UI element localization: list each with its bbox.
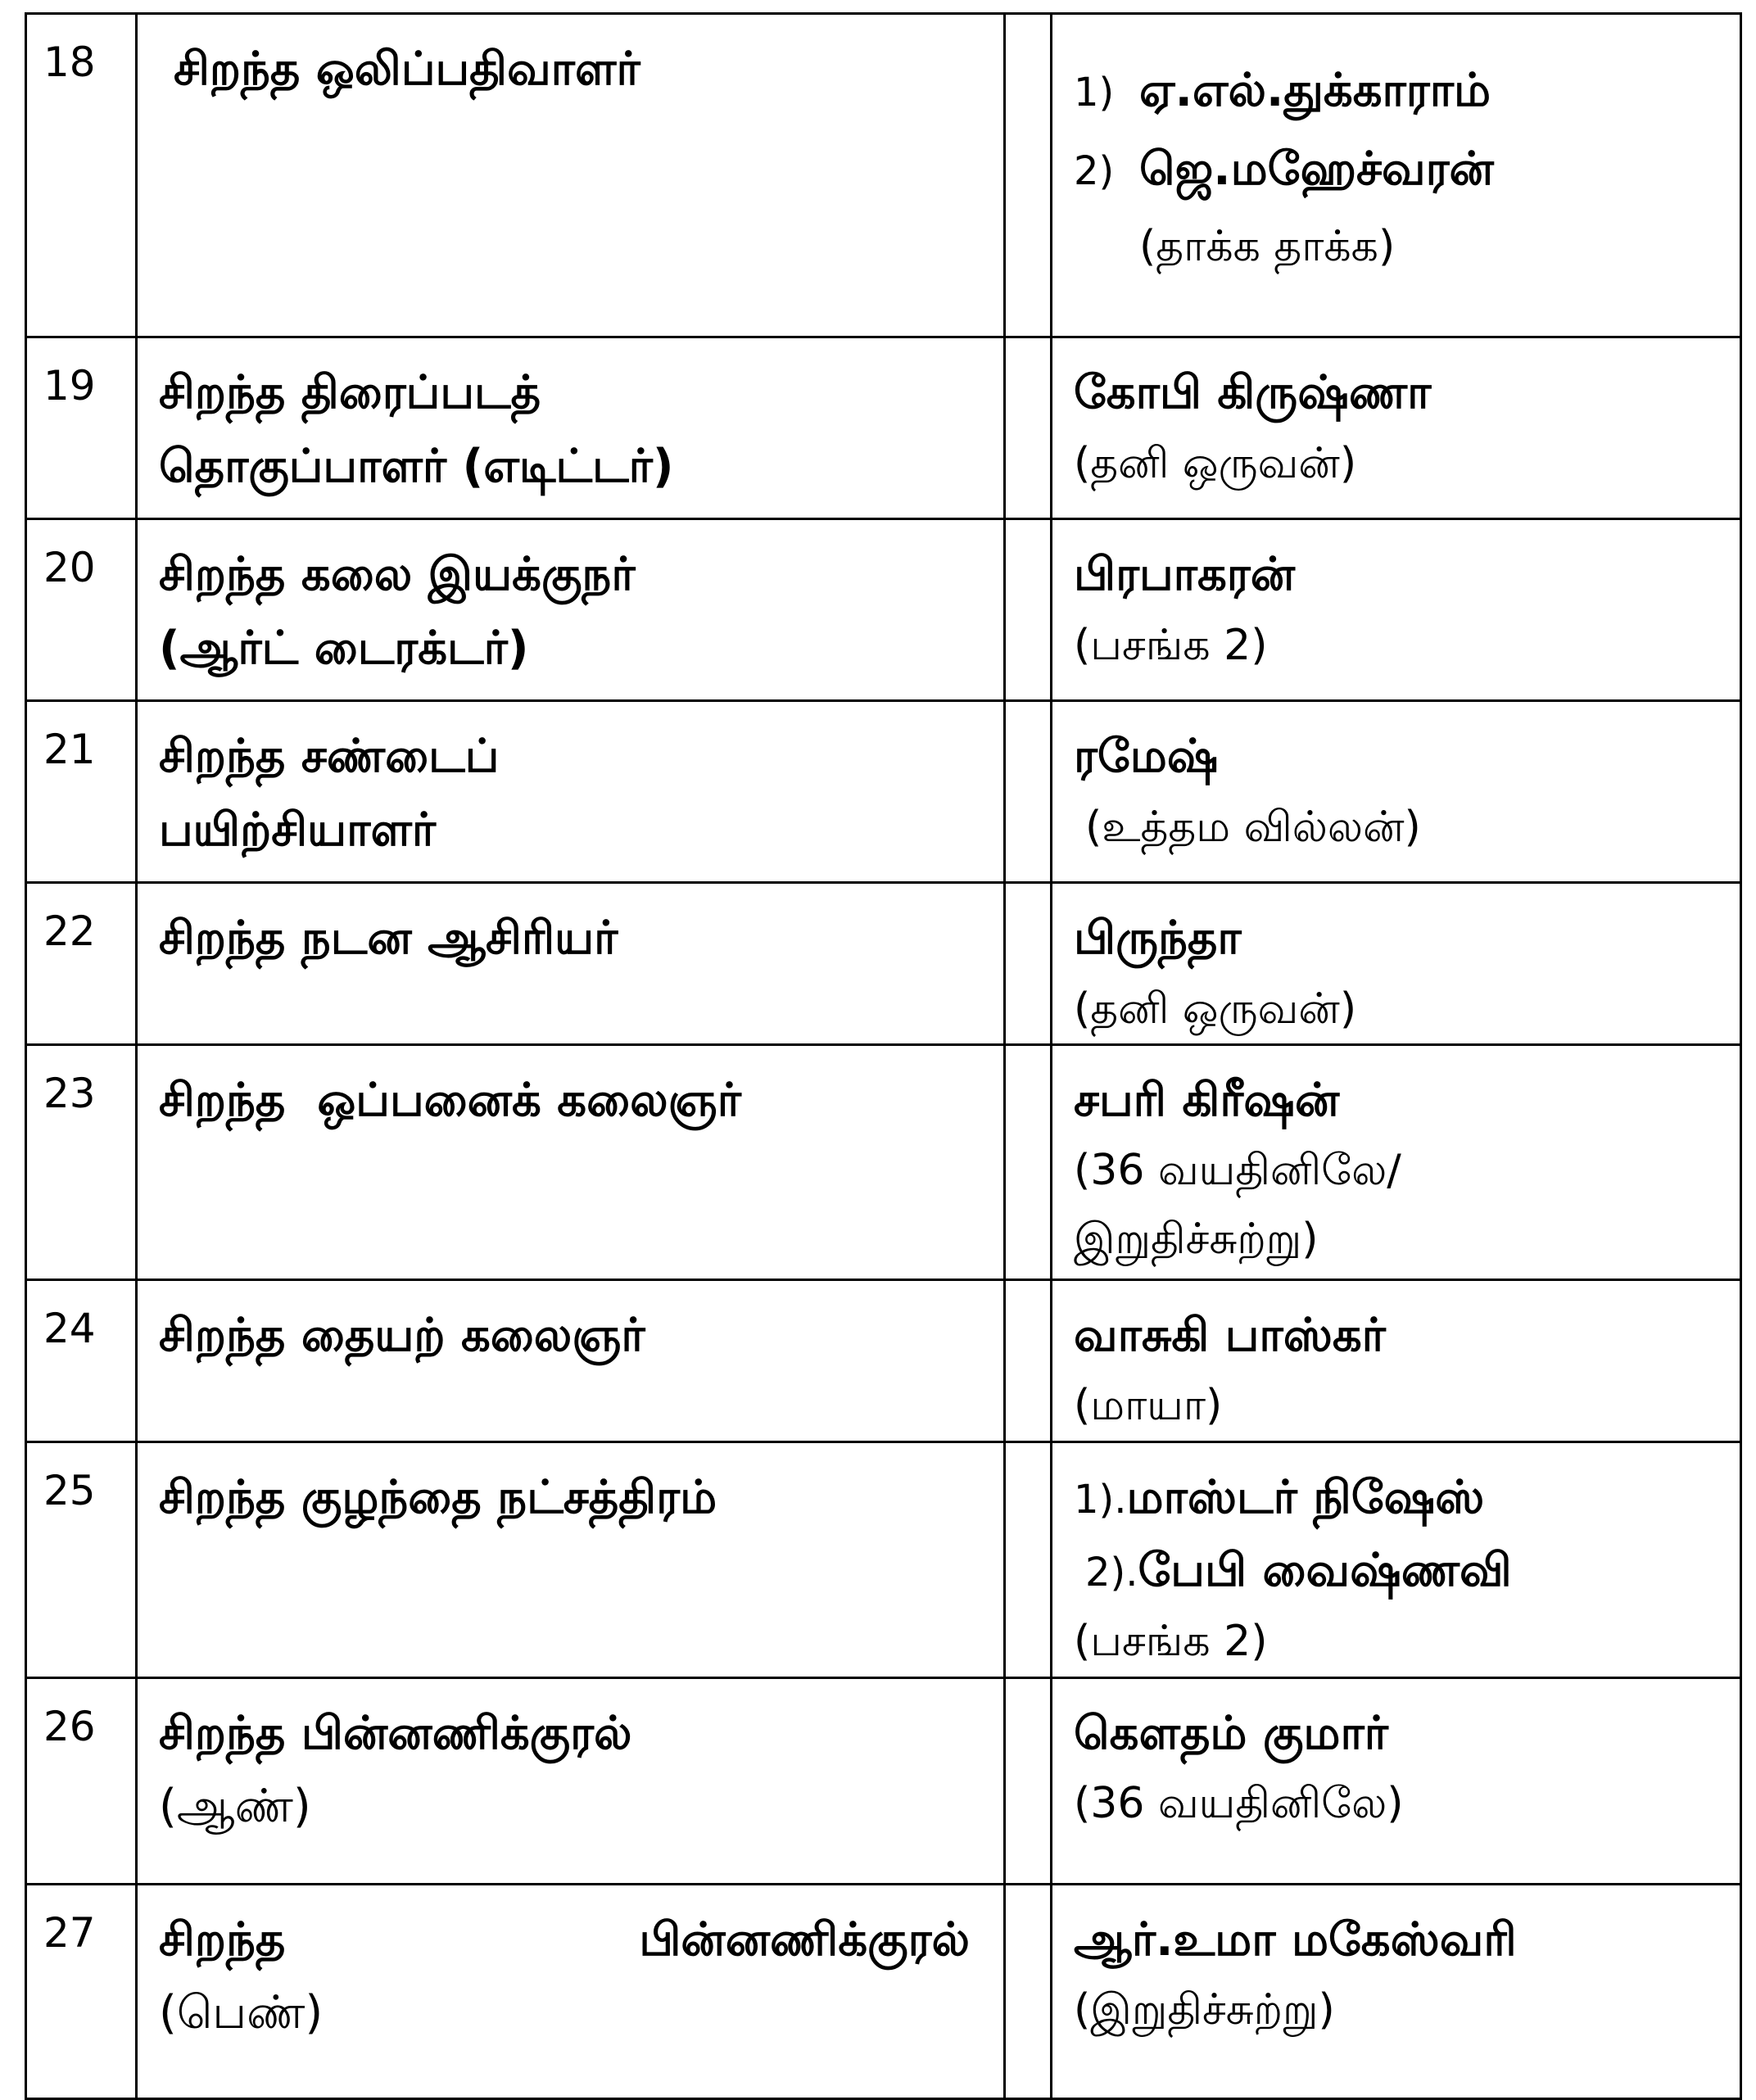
table-row — [26, 1677, 1741, 1884]
award-category-line2: (ஆர்ட் டைரக்டர்) — [159, 621, 529, 675]
spacer-cell — [1005, 1044, 1052, 1279]
spacer-cell — [1005, 1884, 1052, 2098]
winner-name: சபரி கிரீஷன் — [1074, 1073, 1340, 1127]
row-number: 23 — [43, 1069, 96, 1117]
award-category: சிறந்த கலை இயக்குநர் — [159, 548, 636, 601]
row-number: 20 — [43, 544, 96, 591]
row-number: 25 — [43, 1466, 96, 1514]
winner-name: ஆர்.உமா மகேஸ்வரி — [1074, 1912, 1517, 1966]
award-category: சிறந்த ஒப்பனைக் கலைஞர் — [159, 1073, 741, 1127]
spacer-cell — [1005, 519, 1052, 701]
award-category: சிறந்த குழந்தை நட்சத்திரம் — [159, 1470, 717, 1524]
table-row — [26, 1279, 1741, 1441]
row-number: 18 — [43, 38, 96, 86]
winner-name: கௌதம் குமார் — [1074, 1706, 1388, 1760]
table-row — [26, 701, 1741, 883]
film-name: (பசங்க 2) — [1074, 1616, 1268, 1666]
table-row — [26, 883, 1741, 1045]
winner-name: கோபி கிருஷ்ணா — [1074, 366, 1432, 419]
film-name: (தனி ஒருவன்) — [1074, 984, 1357, 1034]
award-category: சிறந்த பின்னணிக்குரல் — [159, 1706, 632, 1760]
row-number: 19 — [43, 362, 96, 410]
row-number: 21 — [43, 726, 96, 773]
winner-item: 1) ஏ.எல்.துக்காராம் — [1074, 64, 1491, 117]
spacer-cell — [1005, 14, 1052, 337]
award-category-line2: தொகுப்பாளர் (எடிட்டர்) — [159, 439, 674, 493]
award-category: சிறந்த நடன ஆசிரியர் — [159, 912, 618, 965]
winner-item: 1).மாஸ்டர் நிஷேஸ் — [1074, 1470, 1485, 1524]
award-category: சிறந்த திரைப்படத் — [159, 366, 541, 419]
spacer-cell — [1005, 1279, 1052, 1441]
winner-name: ரமேஷ் — [1074, 730, 1219, 783]
spacer-cell — [1005, 1677, 1052, 1884]
film-name: (36 வயதினிலே/ — [1074, 1146, 1401, 1196]
film-name: (இறுதிச்சுற்று) — [1074, 1985, 1335, 2035]
award-category-line2: (பெண்) — [159, 1986, 324, 2040]
table-row — [26, 1441, 1741, 1677]
winner-name: வாசுகி பாஸ்கர் — [1074, 1308, 1386, 1362]
row-number: 26 — [43, 1702, 96, 1750]
award-category: சிறந்த தையற் கலைஞர் — [159, 1308, 645, 1362]
spacer-cell — [1005, 701, 1052, 883]
award-category: சிறந்த — [159, 1912, 286, 1966]
film-name: (உத்தம வில்லன்) — [1085, 802, 1421, 852]
table-row — [26, 337, 1741, 519]
row-number: 27 — [43, 1908, 96, 1957]
winner-item: 2) ஜெ.மஹேச்வரன் — [1074, 142, 1494, 196]
row-number: 22 — [43, 907, 96, 955]
table-row — [26, 1884, 1741, 2098]
table-row — [26, 519, 1741, 701]
film-name: (தனி ஒருவன்) — [1074, 438, 1357, 488]
table-row — [26, 1044, 1741, 1279]
row-number: 24 — [43, 1304, 96, 1352]
spacer-cell — [1005, 1441, 1052, 1677]
film-name: (36 வயதினிலே) — [1074, 1779, 1404, 1829]
film-name-line2: இறுதிச்சுற்று) — [1074, 1214, 1319, 1264]
award-category: சிறந்த சண்டைப் — [159, 730, 500, 783]
film-name: (மாயா) — [1074, 1381, 1223, 1431]
award-category-line2: (ஆண்) — [159, 1780, 311, 1834]
winner-item: 2).பேபி வைஷ்ணவி — [1085, 1544, 1512, 1598]
award-category-line2: பயிற்சியாளர் — [159, 803, 437, 857]
award-category-part2: பின்னணிக்குரல் — [639, 1912, 970, 1966]
spacer-cell — [1005, 337, 1052, 519]
awards-table — [25, 12, 1742, 2100]
winner-name: பிரபாகரன் — [1074, 548, 1295, 601]
spacer-cell — [1005, 883, 1052, 1045]
table-row — [26, 14, 1741, 337]
film-name: (தாக்க தாக்க) — [1139, 221, 1396, 271]
award-category-row — [159, 1903, 970, 1977]
film-name: (பசங்க 2) — [1074, 620, 1268, 670]
award-category: சிறந்த ஒலிப்பதிவாளர் — [174, 43, 640, 96]
winner-name: பிருந்தா — [1074, 912, 1242, 965]
